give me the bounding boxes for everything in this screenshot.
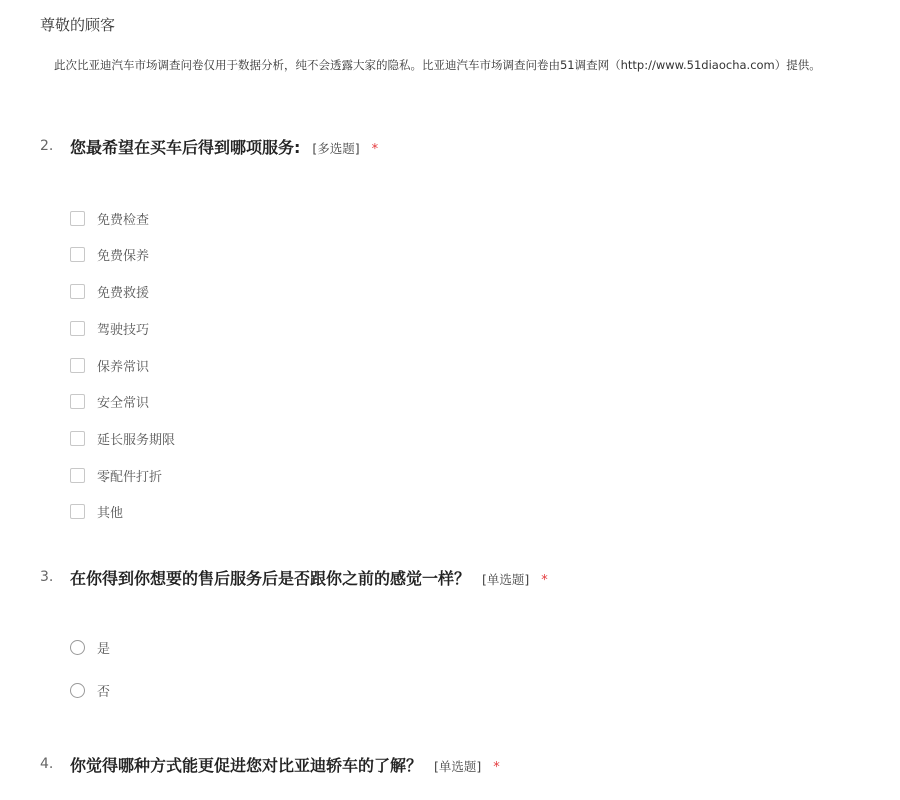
checkbox-icon[interactable]	[70, 284, 85, 299]
required-marker: *	[371, 142, 379, 157]
question-type-label: [单选题]	[482, 572, 530, 587]
question-number: 2.	[40, 138, 54, 154]
option-label: 延长服务期限	[97, 432, 176, 448]
option-label: 免费救援	[97, 285, 150, 301]
checkbox-option[interactable]	[70, 428, 175, 448]
option-label: 否	[97, 684, 111, 700]
question-2	[40, 135, 880, 521]
checkbox-option[interactable]	[70, 501, 123, 521]
option-label: 是	[97, 641, 111, 657]
survey-intro: 此次比亚迪汽车市场调查问卷仅用于数据分析，纯不会透露大家的隐私。比亚迪汽车市场调查问卷由51调查网（http://www.51diaocha.com）提供。	[54, 58, 821, 72]
question-title-text: 在你得到你想要的售后服务后是否跟你之前的感觉一样？	[70, 569, 471, 588]
checkbox-icon[interactable]	[70, 358, 85, 373]
option-label: 保养常识	[97, 359, 150, 375]
question-number: 4.	[40, 756, 54, 772]
question-number: 3.	[40, 569, 54, 585]
survey-greeting: 尊敬的顾客	[40, 16, 116, 34]
checkbox-option[interactable]	[70, 355, 149, 375]
checkbox-option[interactable]	[70, 208, 149, 228]
option-label: 其他	[97, 505, 124, 521]
option-label: 零配件打折	[97, 469, 163, 485]
question-title-text: 您最希望在买车后得到哪项服务:	[70, 138, 301, 157]
question-title	[70, 566, 548, 589]
question-4	[40, 753, 880, 777]
checkbox-icon[interactable]	[70, 247, 85, 262]
question-title	[70, 753, 500, 776]
checkbox-icon[interactable]	[70, 321, 85, 336]
radio-icon[interactable]	[70, 640, 85, 655]
radio-icon[interactable]	[70, 683, 85, 698]
question-type-label: [多选题]	[312, 141, 360, 156]
checkbox-icon[interactable]	[70, 394, 85, 409]
option-label: 驾驶技巧	[97, 322, 150, 338]
checkbox-option[interactable]	[70, 391, 149, 411]
checkbox-icon[interactable]	[70, 211, 85, 226]
checkbox-option[interactable]	[70, 244, 149, 264]
question-3	[40, 566, 880, 700]
radio-option[interactable]	[70, 637, 110, 657]
option-label: 免费检查	[97, 212, 150, 228]
required-marker: *	[493, 760, 500, 775]
checkbox-icon[interactable]	[70, 468, 85, 483]
radio-option[interactable]	[70, 680, 110, 700]
checkbox-option[interactable]	[70, 281, 149, 301]
required-marker: *	[541, 573, 548, 588]
question-type-label: [单选题]	[434, 759, 482, 774]
checkbox-icon[interactable]	[70, 431, 85, 446]
checkbox-option[interactable]	[70, 465, 162, 485]
question-title-text: 你觉得哪种方式能更促进您对比亚迪轿车的了解？	[70, 756, 423, 775]
option-label: 安全常识	[97, 395, 150, 411]
checkbox-icon[interactable]	[70, 504, 85, 519]
checkbox-option[interactable]	[70, 318, 149, 338]
option-label: 免费保养	[97, 248, 150, 264]
question-title	[70, 135, 378, 158]
